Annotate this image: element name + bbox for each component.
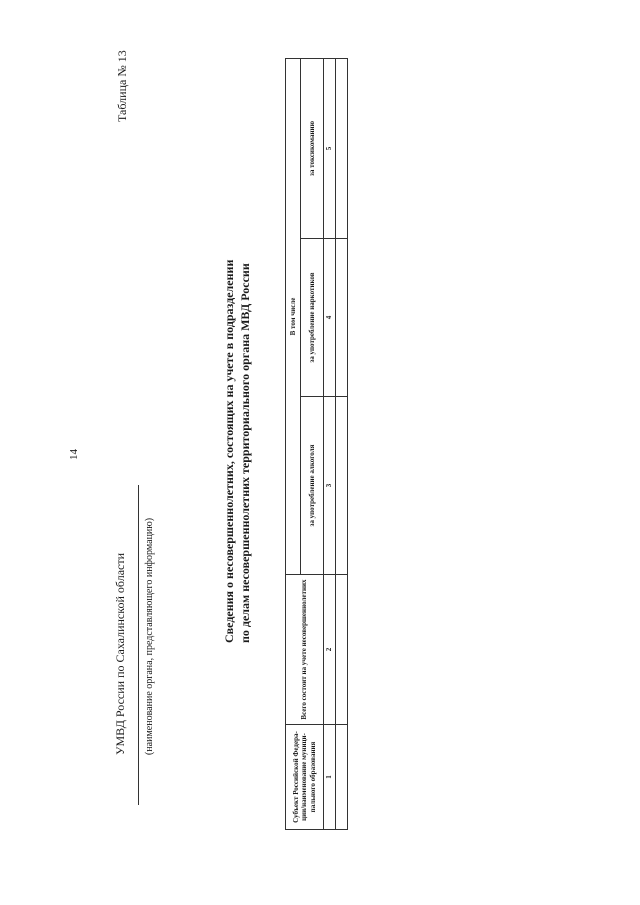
column-number: 1 — [324, 725, 336, 830]
column-number: 5 — [324, 59, 336, 239]
organization-underline — [138, 485, 139, 805]
header-group-including: В том числе — [286, 59, 301, 575]
organization-caption: (наименование органа, представляющего информацию) — [144, 517, 155, 755]
table-cell — [336, 575, 348, 725]
table-header-row — [286, 59, 301, 830]
header-drugs: за употребление наркотиков — [301, 239, 324, 397]
header-total: Всего состоит на учете несовершеннолетних — [286, 575, 324, 725]
column-number: 3 — [324, 397, 336, 575]
table-label: Таблица № 13 — [115, 50, 129, 122]
column-number: 2 — [324, 575, 336, 725]
header-alcohol: за употребление алкоголя — [301, 397, 324, 575]
column-number: 4 — [324, 239, 336, 397]
report-title-line-2: по делам несовершеннолетних территориального органа МВД России — [238, 263, 252, 643]
page-number: 14 — [68, 449, 80, 460]
table-cell — [336, 397, 348, 575]
header-subject: Субъект Российской Федера-ции/наименование муници-пального образования — [286, 725, 324, 830]
table-cell — [336, 59, 348, 239]
table-row-empty — [336, 59, 348, 830]
header-toxic: за токсикоманию — [301, 59, 324, 239]
report-table — [285, 58, 348, 830]
column-number-row — [324, 59, 336, 830]
table-cell — [336, 725, 348, 830]
organization-name: УМВД России по Сахалинской области — [113, 552, 127, 755]
report-title-line-1: Сведения о несовершеннолетних, состоящих на учете в подразделении — [222, 259, 236, 643]
table-cell — [336, 239, 348, 397]
